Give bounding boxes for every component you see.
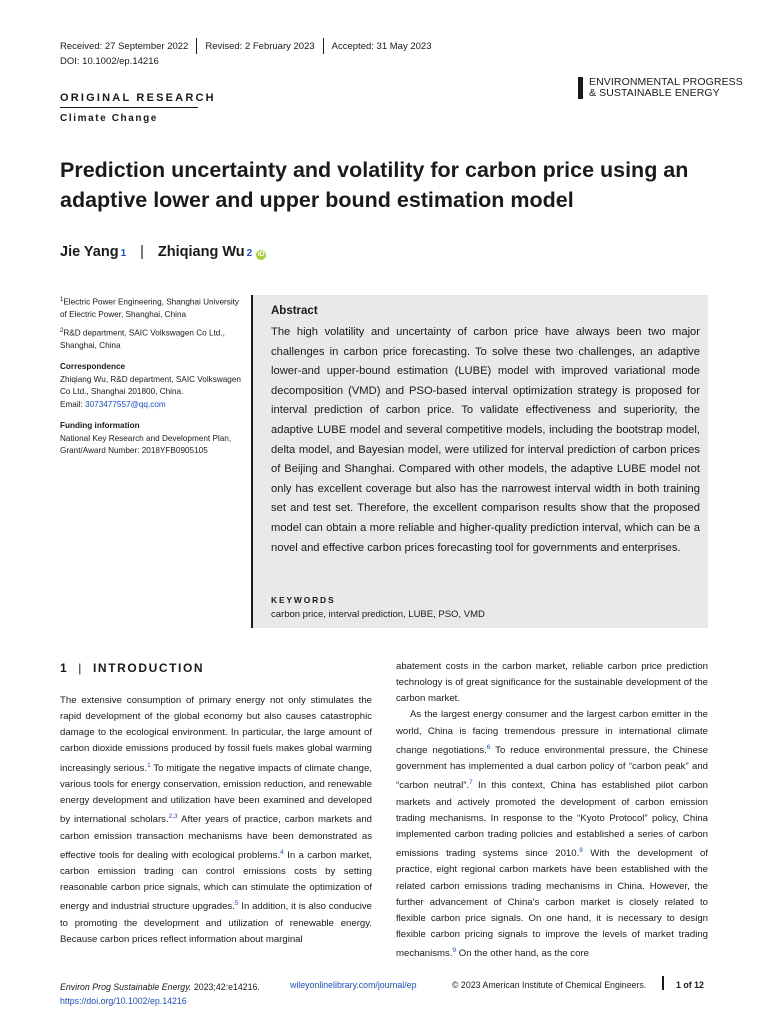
journal-name-line1: ENVIRONMENTAL PROGRESS xyxy=(589,76,743,88)
author-separator: | xyxy=(140,244,144,260)
correspondence-heading: Correspondence xyxy=(60,362,126,372)
citation-link[interactable]: 1 xyxy=(147,761,151,769)
affiliation: $^2$R&D department, SAIC Volkswagen Co Ltd., Shanghai, China xyxy=(60,327,225,350)
author-affiliation-link[interactable]: 1 xyxy=(120,248,127,259)
abstract-rule xyxy=(251,295,253,628)
abstract-heading: Abstract xyxy=(271,305,318,317)
doi: DOI: 10.1002/ep.14216 xyxy=(60,56,159,67)
divider xyxy=(323,38,324,54)
accepted-date: Accepted: 31 May 2023 xyxy=(331,40,432,52)
footer-citation: Environ Prog Sustainable Energy. 2023;42:e14216. https://doi.org/10.1002/ep.14216 xyxy=(60,982,260,1006)
copyright: © 2023 American Institute of Chemical Engineers. xyxy=(452,980,647,990)
journal-logo xyxy=(578,77,743,99)
section-title: INTRODUCTION xyxy=(93,661,205,675)
orcid-icon[interactable]: iD xyxy=(257,251,265,258)
citation-link[interactable]: 5 xyxy=(234,900,239,908)
author-name: Jie Yang xyxy=(60,244,119,260)
citation-link[interactable]: 4 xyxy=(280,848,284,856)
paragraph: As the largest energy consumer and the largest carbon emitter in the world, China is facing tremendous pressure in international climate change negotiations.$^6$ To reduce environmental pressure, the Chinese government has implemented a dual carbon policy of “carbon peak” and “carbon neutral”.$^7$ In this context, China has established pilot carbon markets and actively promoted the development of carbon emission trading mechanisms. In response to the “Kyoto Protocol” policy, China implemented carbon trading policies and established a series of carbon emissions trading systems since 2010.$^8$ With the development of practice, eight regional carbon markets have been established with the related carbon emissions trading mechanisms in China. However, the further advancement of China's carbon market is closely related to flexible carbon price signals. On one hand, it is necessary to design flexible carbon pricing signals to improve the levels of market trading mechanisms.$^9$ On the other hand, as the core xyxy=(396,709,709,960)
paragraph: abatement costs in the carbon market, reliable carbon price prediction technology is of great significance for the sustainable development of the carbon market. xyxy=(396,661,708,705)
revised-date: Revised: 2 February 2023 xyxy=(205,40,315,52)
author-affiliation-link[interactable]: 2 xyxy=(246,248,253,259)
email-link[interactable]: 3073477557@qq.com xyxy=(85,399,166,409)
keywords-heading: KEYWORDS xyxy=(271,595,336,605)
article-subject: Climate Change xyxy=(60,113,158,124)
section-separator: | xyxy=(78,661,83,675)
article-type: ORIGINAL RESEARCH xyxy=(60,92,216,104)
divider xyxy=(196,38,197,54)
paragraph: The extensive consumption of primary energy not only stimulates the rapid development of the global economy but also causes catastrophic damage to the ecological environment. In particular, the large amount of carbon dioxide emissions produced by fossil fuels makes global warming increasingly serious.$^1$ To mitigate the negative impacts of climate change, various tools for energy conservation, emission reduction, and renewable energy development and utilization have been examined and developed by international scholars.$^{2,3}$ After years of practice, carbon markets and carbon emission transaction mechanisms have been demonstrated as effective tools for dealing with ecological problems.$^4$ In a carbon market, carbon emission trading can control emissions costs by setting reasonable carbon price signals, which can stimulate the optimization of energy and industrial structure upgrades.$^5$ In addition, it is also conducive to promoting the development and utilization of renewable energy. Because carbon prices reflect information about marginal xyxy=(60,695,373,945)
funding-heading: Funding information xyxy=(60,421,140,431)
correspondence-block xyxy=(60,361,245,411)
citation-link[interactable]: 6 xyxy=(486,743,491,751)
doi-link[interactable]: https://doi.org/10.1002/ep.14216 xyxy=(60,996,187,1006)
section-heading xyxy=(60,661,204,675)
author-info xyxy=(60,294,245,458)
citation-link[interactable]: 7 xyxy=(469,779,473,787)
author-name: Zhiqiang Wu xyxy=(157,244,245,260)
citation-link[interactable]: 9 xyxy=(452,947,457,955)
journal-name-line2: & SUSTAINABLE ENERGY xyxy=(589,87,720,99)
body-column-right xyxy=(396,659,708,963)
funding-text: National Key Research and Development Plan, Grant/Award Number: 2018YFB0905105 xyxy=(60,433,232,456)
logo-bar xyxy=(578,77,583,99)
article-title: Prediction uncertainty and volatility for carbon price using an adaptive lower and upper bound estimation model xyxy=(60,158,689,212)
abstract-text: The high volatility and uncertainty of carbon price have always been two major challenges in carbon price forecasting. To solve these two challenges, an adaptive lower-and upper-bound estimation (LUBE) model with improved variational mode decomposition (VMD) and PSO-based interval optimization strategy is proposed for interval prediction of carbon price. To validate effectiveness and superiority, the adaptive LUBE model and several competitive models, including the bootstrap model, delta model, and Bayesian model, were utilized for interval prediction of carbon prices of Beijing and Shanghai. Compared with other models, the adaptive LUBE model not only has excellent coverage but also has the narrowest interval width in both training set and test set. Therefore, the excellent comparison results show that the proposed model can obtain a more reliable and higher-quality prediction interval, which can be a novel and effective carbon prices forecasting tool for governments and enterprises. xyxy=(271,326,700,554)
affiliation: $^1$Electric Power Engineering, Shanghai University of Electric Power, Shanghai, China xyxy=(60,297,240,320)
author-list xyxy=(60,244,266,260)
divider xyxy=(60,107,198,108)
correspondence-text: Zhiqiang Wu, R&D department, SAIC Volkswagen Co Ltd., Shanghai 201800, China. Email: 3073477557@qq.com xyxy=(60,374,241,409)
article-dates xyxy=(60,38,431,54)
funding-block xyxy=(60,420,245,458)
section-number: 1 xyxy=(60,661,69,675)
divider xyxy=(662,976,664,990)
journal-site-link[interactable]: wileyonlinelibrary.com/journal/ep xyxy=(290,980,417,990)
page-number: 1 of 12 xyxy=(676,980,704,990)
citation-link[interactable]: 8 xyxy=(579,847,583,855)
body-column-left xyxy=(60,693,372,948)
keywords-text: carbon price, interval prediction, LUBE, PSO, VMD xyxy=(271,609,485,620)
received-date: Received: 27 September 2022 xyxy=(60,40,189,52)
citation-link[interactable]: 2,3 xyxy=(168,813,178,821)
